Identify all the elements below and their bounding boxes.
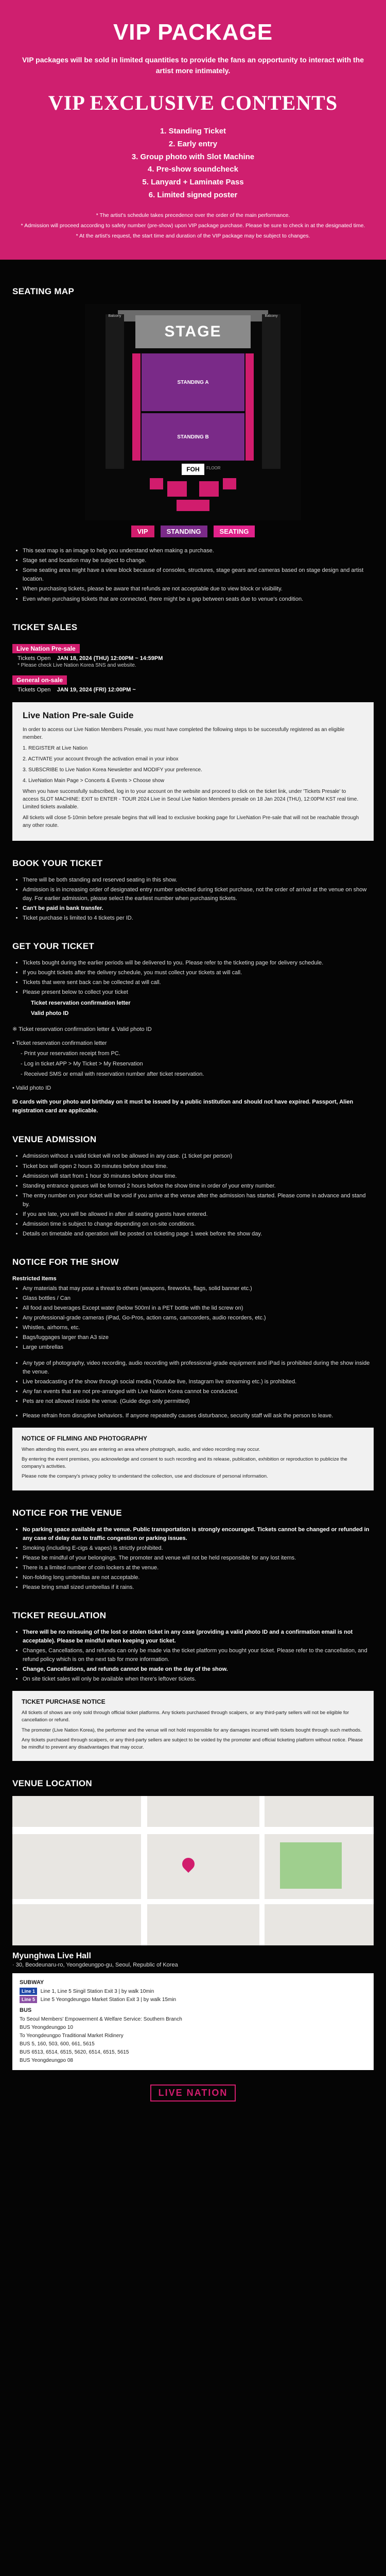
standing-b-zone: STANDING B <box>142 413 244 461</box>
seating-note: • This seat map is an image to help you understand when making a purchase. <box>23 547 374 555</box>
guide-line: When you have successfully subscribed, log in to your account on the website and proceed to click on the ticket link, under 'Tickets Presale' to access SLOT MACHINE: EXIT to ENTER - TOUR 2024 Live in Seoul Live Nation Members presale on 18 Jan 2024 (THU), 12:00PM KST real time. Limited tickets available. <box>23 788 359 810</box>
presale-open-label: Tickets Open <box>17 655 51 662</box>
restricted-item: • Large umbrellas <box>23 1343 374 1352</box>
map-road <box>141 1796 147 1945</box>
venue-notice-item: • No parking space available at the venue. Public transportation is strongly encouraged. Tickets cannot be changed or refunded in any case of delay due to traffic congestion or parking issues. <box>23 1526 374 1543</box>
purchase-notice-line: The promoter (Live Nation Korea), the performer and the venue will not hold responsible for any damages incurred with tickets bought through such methods. <box>22 1727 362 1733</box>
live-nation-logo: LIVE NATION <box>150 2084 236 2102</box>
get-sub-item: Ticket reservation confirmation letter <box>31 1000 131 1006</box>
vip-note: * The artist's schedule takes precedence over the order of the main performance. <box>96 212 290 218</box>
admission-item: • Admission will start from 1 hour 30 minutes before show time. <box>23 1172 374 1181</box>
general-open-label: Tickets Open <box>17 686 51 693</box>
get-sub-list <box>12 999 374 1018</box>
venue-notice-item: • Please be mindful of your belongings. The promoter and venue will not be held responsible for any lost items. <box>23 1554 374 1563</box>
show-notice-item: • Please refrain from disruptive behaviors. If anyone repeatedly causes disturbance, security staff will ask the person to leave. <box>23 1412 374 1420</box>
get-ticket-section <box>0 924 386 1116</box>
get-letter-step: - Received SMS or email with reservation number after ticket reservation. <box>21 1071 204 1078</box>
balcony-right: Balcony <box>262 314 280 469</box>
line-1-badge: Line 1 <box>20 1988 37 1995</box>
bus-line: BUS Yeongdeungpo 10 <box>20 2024 73 2030</box>
notice-show-title: NOTICE FOR THE SHOW <box>12 1257 119 1267</box>
restricted-item: • Whistles, airhorns, etc. <box>23 1324 374 1332</box>
filming-notice-line: Please note the company's privacy policy to understand the collection, use and disclosure of personal information. <box>22 1473 268 1480</box>
bus-title: BUS <box>20 2007 32 2013</box>
presale-guide-title: Live Nation Pre-sale Guide <box>23 710 134 720</box>
venue-notice-list <box>12 1526 374 1592</box>
seating-map <box>85 304 301 520</box>
subway-title: SUBWAY <box>20 1979 44 1986</box>
ticket-sales-title: TICKET SALES <box>12 622 78 632</box>
admission-item: • Admission without a valid ticket will not be allowed in any case. (1 ticket per person) <box>23 1152 374 1161</box>
regulation-item: • On site ticket sales will only be available when there's leftover tickets. <box>23 1675 374 1684</box>
show-notice-list <box>12 1359 374 1420</box>
notice-venue-title: NOTICE FOR THE VENUE <box>12 1507 122 1518</box>
seating-note: • Even when purchasing tickets that are connected, there might be a gap between seats due to venue's condition. <box>23 595 374 604</box>
guide-line: 3. SUBSCRIBE to Live Nation Korea Newsletter and MODIFY your preference. <box>23 767 202 773</box>
vip-title: VIP PACKAGE <box>113 20 273 45</box>
vip-item: 1. Standing Ticket <box>160 127 226 135</box>
book-item: • There will be both standing and reserved seating in this show. <box>23 876 374 885</box>
book-item: • Can't be paid in bank transfer. <box>23 904 374 913</box>
seating-note: • Stage set and location may be subject to change. <box>23 556 374 565</box>
regulation-item: • Change, Cancellations, and refunds cannot be made on the day of the show. <box>23 1665 374 1674</box>
line-5-badge: Line 5 <box>20 1996 37 2003</box>
filming-notice-line: By entering the event premises, you acknowledge and consent to such recording and its release, publication, exhibition or reproduction to publicize the company's activities. <box>22 1456 347 1470</box>
guide-line: 4. LiveNation Main Page > Concerts & Events > Choose show <box>23 777 165 784</box>
restricted-item: • Bags/luggages larger than A3 size <box>23 1333 374 1342</box>
venue-notice-item: • There is a limited number of coin lockers at the venue. <box>23 1564 374 1572</box>
admission-item: • If you are late, you will be allowed in after all seating guests have entered. <box>23 1210 374 1219</box>
get-item: • Tickets that were sent back can be collected at will call. <box>23 978 374 987</box>
get-item: • Tickets bought during the earlier periods will be delivered to you. Please refer to the ticketing page for delivery schedule. <box>23 959 374 968</box>
seat-block <box>167 481 187 497</box>
vip-item: 5. Lanyard + Laminate Pass <box>142 178 244 187</box>
get-detail-list <box>12 1025 374 1115</box>
purchase-notice-line: Any tickets purchased through scalpers, or any third-party sellers are subject to be voided by the promoter and official ticketing platform without notice. Please be mindful to prevent any disadvantages that may occur. <box>22 1737 363 1751</box>
footer <box>0 2070 386 2117</box>
book-ticket-title: BOOK YOUR TICKET <box>12 858 103 868</box>
ticket-regulation-section <box>0 1593 386 1761</box>
seating-map-title: SEATING MAP <box>12 286 75 297</box>
show-notice-item: • Live broadcasting of the show through social media (Youtube live, Instagram live streaming etc.) is prohibited. <box>23 1378 374 1386</box>
vip-contents-title: VIP EXCLUSIVE CONTENTS <box>48 91 338 114</box>
guide-line: 1. REGISTER at Live Nation <box>23 745 88 751</box>
show-notice-item: • Any fan events that are not pre-arranged with Live Nation Korea cannot be conducted. <box>23 1387 374 1396</box>
venue-notice-item: • Non-folding long umbrellas are not acceptable. <box>23 1573 374 1582</box>
bus-line: BUS Yeongdeungpo 08 <box>20 2057 73 2063</box>
subway-text: Line 5 Yeongdeungpo Market Station Exit 3 | by walk 15min <box>40 1997 177 2003</box>
venue-location-section <box>0 1761 386 2070</box>
restricted-items-list <box>12 1275 374 1352</box>
ticket-purchase-notice-box <box>12 1691 374 1761</box>
venue-map[interactable] <box>12 1796 374 1945</box>
bus-line: To Yeongdeungpo Traditional Market Ridinery <box>20 2032 124 2039</box>
subway-text: Line 1, Line 5 Singil Station Exit 3 | by walk 10min <box>40 1989 154 1994</box>
venue-notice-item: • Please bring small sized umbrellas if it rains. <box>23 1583 374 1592</box>
stage-label: STAGE <box>135 315 251 348</box>
subway-row <box>20 1988 366 1996</box>
floor-label: FLOOR <box>206 466 221 471</box>
legend-standing: STANDING <box>161 526 207 537</box>
filming-notice-title: NOTICE OF FILMING AND PHOTOGRAPHY <box>22 1434 148 1442</box>
admission-item: • Ticket box will open 2 hours 30 minutes before show time. <box>23 1162 374 1171</box>
notice-show-section <box>0 1240 386 1490</box>
get-required-line: ※ Ticket reservation confirmation letter & Valid photo ID <box>12 1026 152 1033</box>
get-letter-line: • Ticket reservation confirmation letter <box>12 1040 107 1047</box>
get-sub-item: Valid photo ID <box>31 1010 69 1017</box>
seating-map-section <box>0 260 386 603</box>
legend-vip: VIP <box>131 526 154 537</box>
seat-block <box>150 478 163 489</box>
filming-notice-box <box>12 1428 374 1490</box>
legend-seating: SEATING <box>214 526 255 537</box>
vip-items-list <box>21 125 365 202</box>
get-letter-step: - Log in ticket APP > My Ticket > My Reservation <box>21 1061 143 1067</box>
show-notice-item: • Pets are not allowed inside the venue. (Guide dogs only permitted) <box>23 1397 374 1406</box>
presale-badge: Live Nation Pre-sale <box>12 644 80 653</box>
ticket-sales-section <box>0 605 386 841</box>
venue-address: · 30, Beodeunaru-ro, Yeongdeungpo-gu, Seoul, Republic of Korea <box>12 1962 178 1969</box>
vip-zone-left <box>132 353 141 461</box>
admission-item: • Standing entrance queues will be formed 2 hours before the show time in order of your entry number. <box>23 1182 374 1191</box>
map-road <box>12 1899 374 1904</box>
general-sale-badge: General on-sale <box>12 675 67 685</box>
venue-name: Myunghwa Live Hall <box>12 1952 91 1961</box>
book-ticket-list <box>12 876 374 923</box>
bus-line: To Seoul Members' Empowerment & Welfare Service: Southern Branch <box>20 2016 182 2022</box>
get-ticket-list <box>12 959 374 997</box>
filming-notice-line: When attending this event, you are entering an area where photograph, audio, and video recording may occur. <box>22 1446 260 1452</box>
standing-a-zone: STANDING A <box>142 353 244 411</box>
show-notice-item: • Any type of photography, video recording, audio recording with professional-grade equipment and iPad is prohibited during the show inside the venue. <box>23 1359 374 1377</box>
vip-intro: VIP packages will be sold in limited quantities to provide the fans an opportunity to interact with the artist more intimately. <box>22 56 364 75</box>
vip-item: 2. Early entry <box>168 139 218 148</box>
map-pin-icon <box>180 1855 197 1873</box>
seating-note: • Some seating area might have a view block because of consoles, structures, stage gears and cameras based on stage design and artist location. <box>23 566 374 584</box>
presale-note: * Please check Live Nation Korea SNS and website. <box>17 662 136 668</box>
notice-venue-section <box>0 1490 386 1592</box>
guide-line: In order to access our Live Nation Members Presale, you must have completed the following steps to be successfully registered as an eligible member. <box>23 726 345 740</box>
venue-admission-section <box>0 1117 386 1238</box>
restricted-item: • Any professional-grade cameras (iPad, Go-Pros, action cams, camcorders, audio recorders, etc.) <box>23 1314 374 1323</box>
get-ticket-title: GET YOUR TICKET <box>12 941 95 951</box>
vip-zone-right <box>245 353 254 461</box>
ticket-purchase-notice-title: TICKET PURCHASE NOTICE <box>22 1698 106 1706</box>
restricted-item: • Any materials that may pose a threat to others (weapons, fireworks, flags, solid banner etc.) <box>23 1284 374 1293</box>
get-id-note: ID cards with your photo and birthday on it must be issued by a public institution and should not have expired. Passport, Alien registration card are applicable. <box>12 1099 354 1114</box>
book-item: • Admission is in increasing order of designated entry number selected during ticket purchase, not the order of arrival at the venue on show day. For earlier admission, please select the earliest number when purchasing tickets. <box>23 886 374 903</box>
venue-notice-item: • Smoking (including E-cigs & vapes) is strictly prohibited. <box>23 1544 374 1553</box>
vip-package-section <box>0 0 386 260</box>
balcony-left: Balcony <box>106 314 124 469</box>
general-open-row <box>17 687 374 693</box>
restricted-item: • All food and beverages Except water (below 500ml in a PET bottle with the lid screw on) <box>23 1304 374 1313</box>
get-item: • Please present below to collect your ticket <box>23 988 374 997</box>
guide-line: 2. ACTIVATE your account through the activation email in your inbox <box>23 756 179 762</box>
ticket-regulation-title: TICKET REGULATION <box>12 1610 107 1620</box>
bus-line: BUS 5, 160, 503, 600, 661, 5615 <box>20 2041 95 2047</box>
presale-guide-box <box>12 702 374 841</box>
seating-notes <box>12 547 374 603</box>
foh-label: FOH <box>182 464 204 475</box>
vip-item: 4. Pre-show soundcheck <box>148 165 238 174</box>
regulation-list <box>12 1628 374 1684</box>
presale-date: JAN 18, 2024 (THU) 12:00PM ~ 14:59PM <box>57 655 163 662</box>
map-park <box>280 1842 342 1889</box>
admission-item: • Admission time is subject to change depending on on-site conditions. <box>23 1220 374 1229</box>
map-road <box>12 1827 374 1834</box>
restricted-item: • Glass bottles / Can <box>23 1294 374 1303</box>
get-item: • If you bought tickets after the delivery schedule, you must collect your tickets at will call. <box>23 969 374 977</box>
book-ticket-section <box>0 841 386 923</box>
vip-item: 3. Group photo with Slot Machine <box>131 152 255 161</box>
regulation-item: • Changes, Cancellations, and refunds can only be made via the ticket platform you bought your ticket. Please refer to the cancellation, and refund policy which is on the next tab for more information. <box>23 1647 374 1664</box>
bus-line: BUS 6513, 6514, 6515, 5620, 6514, 6515, 5615 <box>20 2049 129 2055</box>
subway-row <box>20 1996 366 2004</box>
venue-admission-title: VENUE ADMISSION <box>12 1134 97 1145</box>
guide-line: All tickets will close 5-10min before presale begins that will lead to exclusive booking page for LiveNation Pre-sale that will not be reachable through any other route. <box>23 815 359 828</box>
regulation-item: • There will be no reissuing of the lost or stolen ticket in any case (providing a valid photo ID and a confirmation email is not acceptable). Please be mindful when keeping your ticket. <box>23 1628 374 1646</box>
vip-note: * At the artist's request, the start time and duration of the VIP package may be subject to changes. <box>76 233 310 240</box>
venue-admission-list <box>12 1152 374 1238</box>
general-date: JAN 19, 2024 (FRI) 12:00PM ~ <box>57 686 136 693</box>
presale-open-row <box>17 655 374 662</box>
seat-block <box>177 500 209 511</box>
vip-notes <box>21 211 365 241</box>
seat-block <box>223 478 236 489</box>
admission-item: • Details on timetable and operation will be posted on ticketing page 1 week before the show day. <box>23 1230 374 1239</box>
seating-legend <box>12 526 374 537</box>
restricted-title: Restricted Items <box>12 1275 57 1282</box>
seat-block <box>199 481 219 497</box>
book-item: • Ticket purchase is limited to 4 tickets per ID. <box>23 914 374 923</box>
admission-item: • The entry number on your ticket will be void if you arrive at the venue after the admission has started. Please come in advance and stand by. <box>23 1192 374 1209</box>
get-id-line: • Valid photo ID <box>12 1085 51 1092</box>
vip-item: 6. Limited signed poster <box>148 190 238 199</box>
vip-note: * Admission will proceed according to safety number (pre-show) upon VIP package purchase. Please be sure to check in at the designated time. <box>21 222 365 229</box>
seating-note: • When purchasing tickets, please be aware that refunds are not acceptable due to view block or visibility. <box>23 585 374 594</box>
venue-location-title: VENUE LOCATION <box>12 1778 93 1789</box>
map-road <box>259 1796 265 1945</box>
get-letter-step: - Print your reservation receipt from PC. <box>21 1050 120 1057</box>
purchase-notice-line: All tickets of shows are only sold through official ticket platforms. Any tickets purchased through scalpers, or any third-party sellers will not be eligible for cancellation or refund. <box>22 1710 349 1723</box>
transit-info <box>12 1973 374 2070</box>
